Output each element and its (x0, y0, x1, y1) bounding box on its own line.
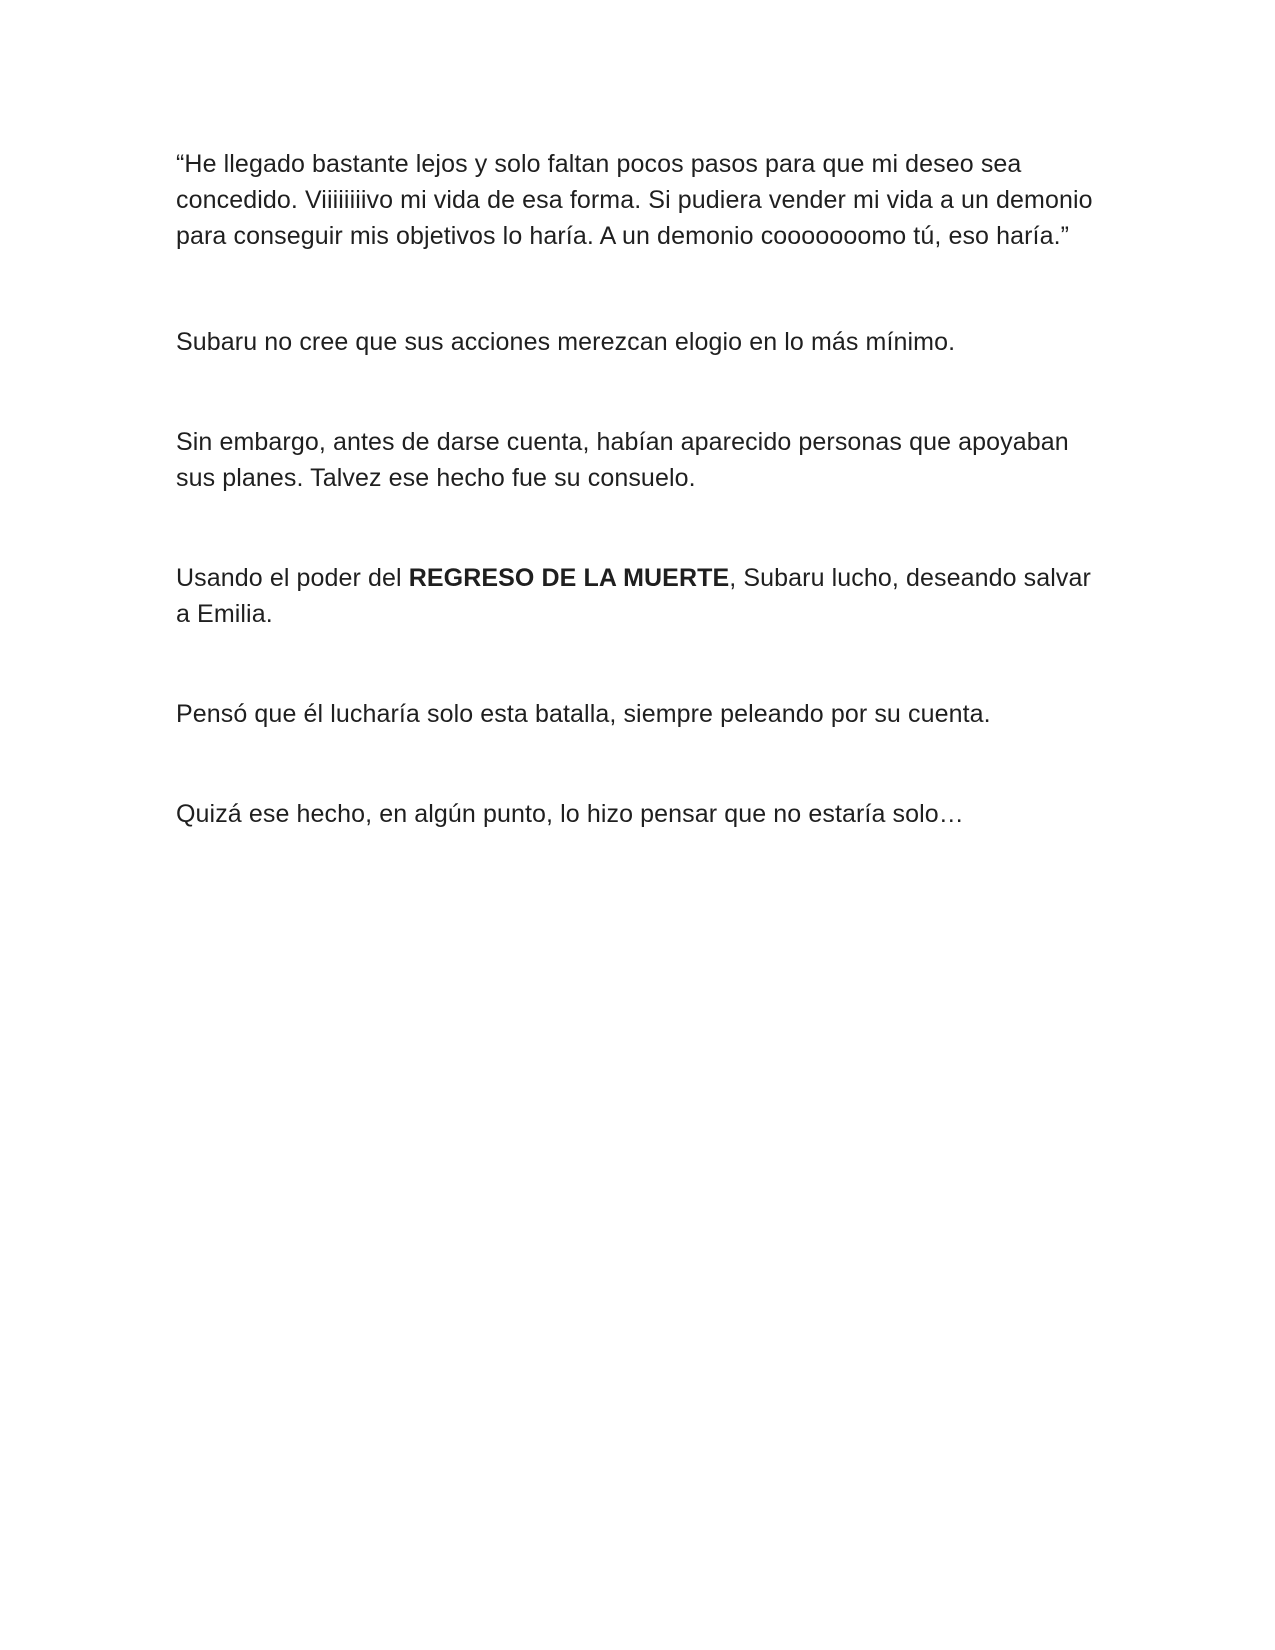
paragraph-spacer (176, 254, 1096, 324)
paragraph-spacer (176, 632, 1096, 696)
bold-term: REGRESO DE LA MUERTE (408, 564, 730, 592)
paragraph-not-alone: Quizá ese hecho, en algún punto, lo hizo pensar que no estaría solo… (176, 800, 964, 828)
paragraph-text-before: Usando el poder del (176, 564, 409, 592)
paragraph-spacer (176, 496, 1096, 560)
paragraph-subaru-actions: Subaru no cree que sus acciones merezcan elogio en lo más mínimo. (176, 328, 956, 356)
paragraph-text-after: , Subaru lucho, deseando salvar a Emilia. (176, 564, 1091, 628)
paragraph-spacer (176, 732, 1096, 796)
document-body (176, 146, 1096, 832)
paragraph-spacer (176, 360, 1096, 424)
paragraph-return-by-death (176, 560, 1096, 632)
paragraph-support: Sin embargo, antes de darse cuenta, habían aparecido personas que apoyaban sus planes. Talvez ese hecho fue su consuelo. (176, 428, 1069, 492)
paragraph-quote: “He llegado bastante lejos y solo faltan pocos pasos para que mi deseo sea concedido. Viiiiiiiivo mi vida de esa forma. Si pudiera vender mi vida a un demonio para conseguir mis objetivos lo haría. A un demonio cooooooomo tú, eso haría.” (176, 150, 1093, 250)
paragraph-alone-battle: Pensó que él lucharía solo esta batalla, siempre peleando por su cuenta. (176, 700, 991, 728)
